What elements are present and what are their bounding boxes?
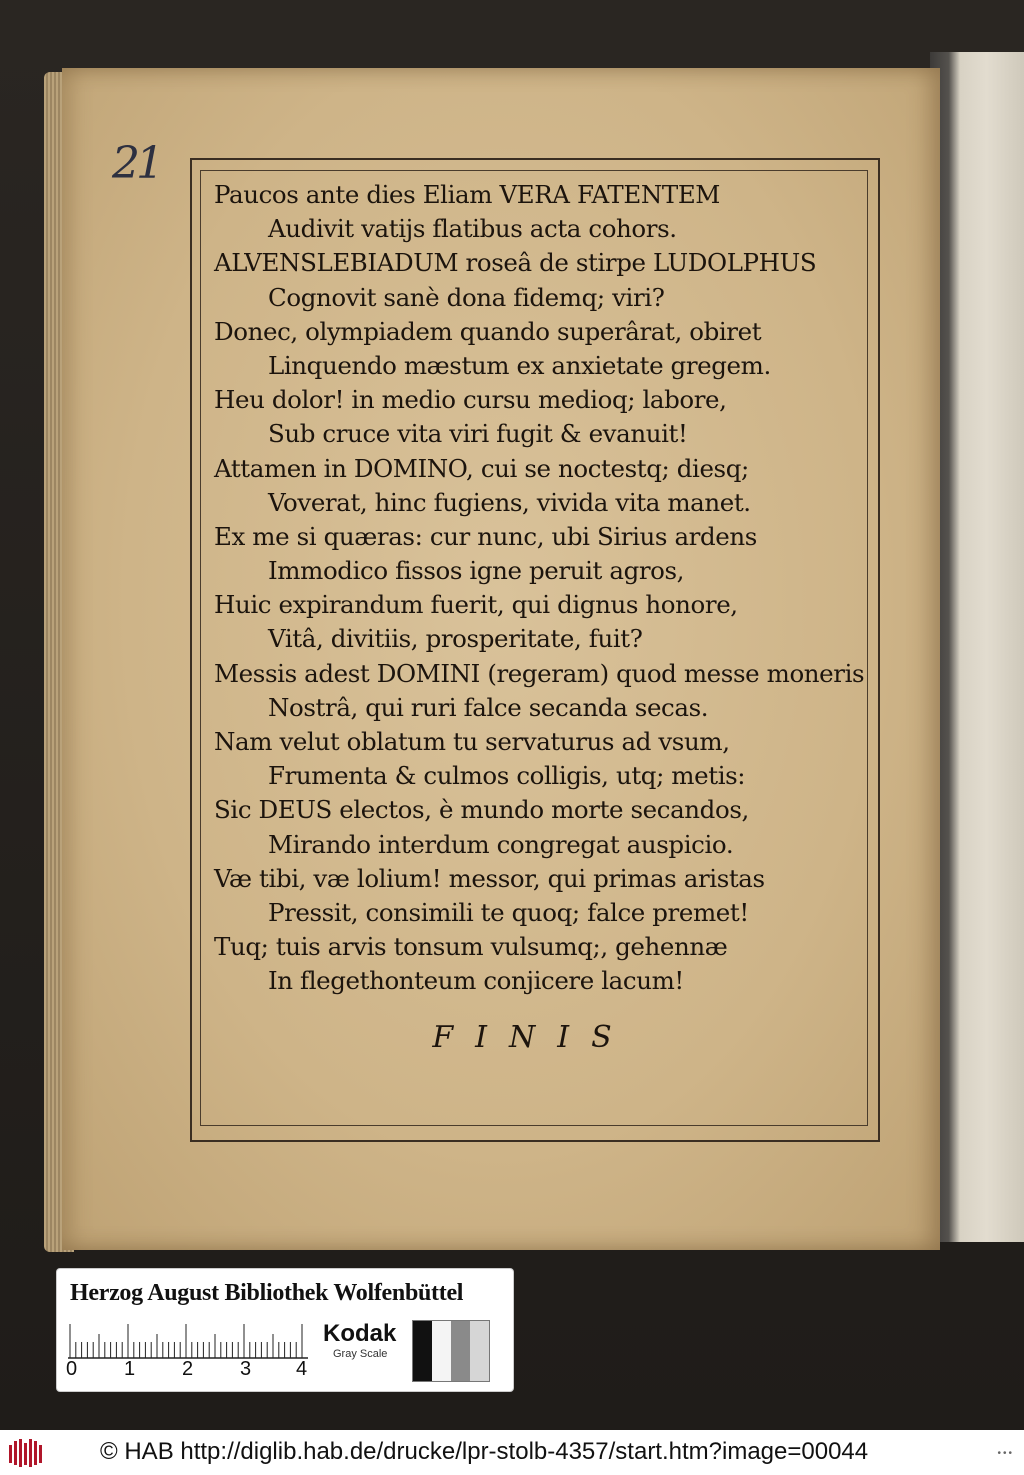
verse-line: Messis adest DOMINI (regeram) quod messe moneris	[214, 658, 865, 688]
verse-line: Huic expirandum fuerit, qui dignus honore,	[214, 590, 738, 620]
finis-label: FINIS	[432, 1020, 634, 1055]
poem-text	[214, 178, 866, 999]
verse-line: Linquendo mæstum ex anxietate gregem.	[268, 350, 771, 380]
scale-ruler	[68, 1320, 312, 1360]
verse-line: Attamen in DOMINO, cui se noctestq; diesq;	[214, 453, 749, 483]
verse-line: Pressit, consimili te quoq; falce premet!	[268, 897, 749, 927]
verse-line: Nam velut oblatum tu servaturus ad vsum,	[214, 727, 730, 756]
verse-line: Paucos ante dies Eliam VERA FATENTEM	[214, 180, 720, 209]
verse-line: In flegethonteum conjicere lacum!	[268, 966, 684, 996]
footer-copyright-link[interactable]: © HAB http://diglib.hab.de/drucke/lpr-stolb-4357/start.htm?image=00044	[100, 1438, 869, 1465]
verse-line: ALVENSLEBIADUM roseâ de stirpe LUDOLPHUS	[214, 248, 817, 278]
verse-line: Tuq; tuis arvis tonsum vulsumq;, gehennæ	[214, 932, 728, 962]
verse-line: Vitâ, divitiis, prosperitate, fuit?	[268, 624, 643, 654]
ruler-number: 4	[296, 1358, 308, 1380]
verse-line: Mirando interdum congregat auspicio.	[268, 829, 734, 859]
verse-line: Immodico fissos igne peruit agros,	[268, 556, 685, 586]
verse-line: Sic DEUS electos, è mundo morte secandos,	[214, 795, 749, 825]
ruler-number: 3	[240, 1358, 252, 1380]
kodak-gray-scale-label: Gray Scale	[333, 1348, 388, 1360]
folio-number: 21	[112, 138, 160, 189]
verse-line: Nostrâ, qui ruri falce secanda secas.	[268, 692, 709, 722]
book-cover-edge	[930, 52, 1024, 1242]
verse-line: Donec, olympiadem quando superârat, obiret	[214, 316, 762, 346]
kodak-logo: Kodak	[323, 1320, 397, 1347]
verse-line: Voverat, hinc fugiens, vivida vita manet.	[268, 487, 751, 517]
library-name: Herzog August Bibliothek Wolfenbüttel	[70, 1280, 464, 1306]
verse-line: Væ tibi, væ lolium! messor, qui primas aristas	[214, 863, 765, 893]
footer-dots: •••	[997, 1448, 1014, 1459]
verse-line: Heu dolor! in medio cursu medioq; labore,	[214, 385, 727, 415]
verse-line: Audivit vatijs flatibus acta cohors.	[268, 214, 677, 244]
gray-scale-patches	[412, 1320, 490, 1382]
hab-logo-icon	[8, 1437, 48, 1469]
ruler-number: 2	[182, 1358, 194, 1380]
verse-line: Ex me si quæras: cur nunc, ubi Sirius ardens	[214, 521, 757, 551]
verse-line: Cognovit sanè dona fidemq; viri?	[268, 282, 665, 312]
verse-line: Frumenta & culmos colligis, utq; metis:	[268, 761, 746, 791]
ruler-number: 0	[66, 1358, 78, 1380]
verse-line: Sub cruce vita viri fugit & evanuit!	[268, 419, 688, 449]
ruler-number: 1	[124, 1358, 136, 1380]
